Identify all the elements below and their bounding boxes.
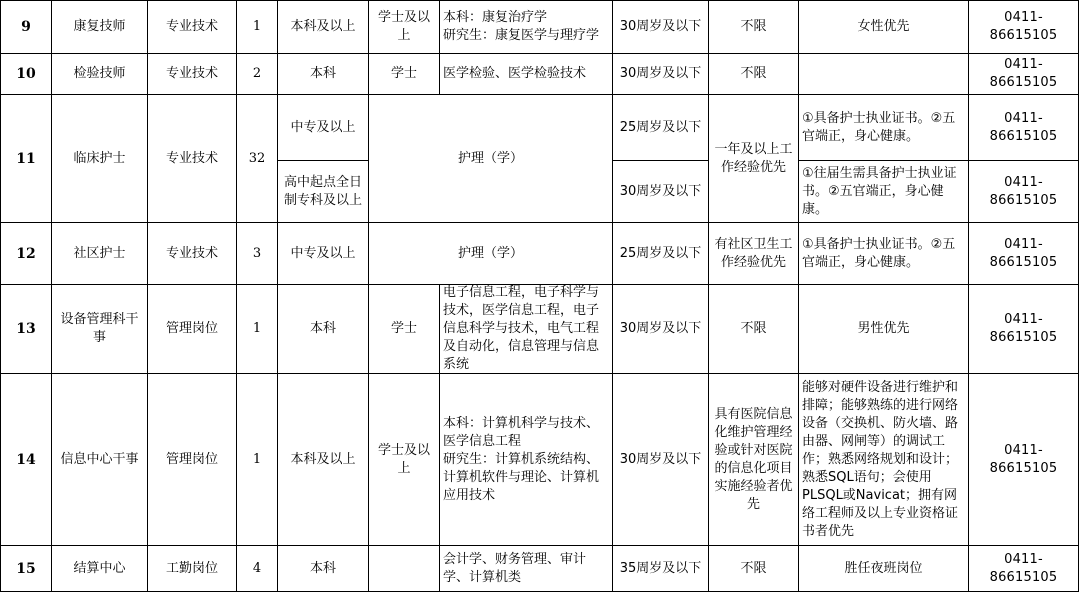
- education: 本科: [278, 546, 369, 592]
- position-category: 工勤岗位: [148, 546, 237, 592]
- age-limit: 35周岁及以下: [613, 546, 709, 592]
- other-requirements: ①具备护士执业证书。②五官端正，身心健康。: [799, 223, 969, 285]
- hire-count: 4: [237, 546, 278, 592]
- age-limit: 25周岁及以下: [613, 95, 709, 161]
- hire-count: 1: [237, 1, 278, 54]
- education: 本科及以上: [278, 1, 369, 54]
- experience: 不限: [709, 546, 799, 592]
- education: 本科: [278, 54, 369, 95]
- major: 护理（学）: [369, 95, 613, 223]
- other-requirements: ①往届生需具备护士执业证书。②五官端正，身心健康。: [799, 161, 969, 223]
- contact-phone: 0411-86615105: [969, 374, 1079, 546]
- major: 本科：计算机科学与技术、医学信息工程 研究生：计算机系统结构、计算机软件与理论、计算机应用技术: [440, 374, 613, 546]
- experience: 不限: [709, 54, 799, 95]
- row-number: 10: [1, 54, 52, 95]
- position-category: 专业技术: [148, 1, 237, 54]
- degree: 学士及以上: [369, 374, 440, 546]
- age-limit: 30周岁及以下: [613, 285, 709, 374]
- position-category: 专业技术: [148, 54, 237, 95]
- row-number: 15: [1, 546, 52, 592]
- row-number: 11: [1, 95, 52, 223]
- position-name: 设备管理科干事: [52, 285, 148, 374]
- hire-count: 1: [237, 285, 278, 374]
- age-limit: 30周岁及以下: [613, 374, 709, 546]
- contact-phone: 0411-86615105: [969, 54, 1079, 95]
- contact-phone: 0411-86615105: [969, 1, 1079, 54]
- education: 高中起点全日制专科及以上: [278, 161, 369, 223]
- other-requirements: 胜任夜班岗位: [799, 546, 969, 592]
- position-category: 管理岗位: [148, 285, 237, 374]
- contact-phone: 0411-86615105: [969, 285, 1079, 374]
- contact-phone: 0411-86615105: [969, 546, 1079, 592]
- other-requirements: 男性优先: [799, 285, 969, 374]
- other-requirements: 女性优先: [799, 1, 969, 54]
- experience: 不限: [709, 285, 799, 374]
- row-number: 9: [1, 1, 52, 54]
- contact-phone: 0411-86615105: [969, 161, 1079, 223]
- degree: 学士: [369, 54, 440, 95]
- age-limit: 30周岁及以下: [613, 1, 709, 54]
- degree: [369, 546, 440, 592]
- position-name: 检验技师: [52, 54, 148, 95]
- position-name: 信息中心干事: [52, 374, 148, 546]
- row-number: 13: [1, 285, 52, 374]
- hire-count: 3: [237, 223, 278, 285]
- contact-phone: 0411-86615105: [969, 95, 1079, 161]
- position-name: 康复技师: [52, 1, 148, 54]
- degree: 学士及以上: [369, 1, 440, 54]
- major: 电子信息工程，电子科学与技术，医学信息工程，电子信息科学与技术，电气工程及自动化，信息管理与信息系统: [440, 285, 613, 374]
- other-requirements: [799, 54, 969, 95]
- education: 本科及以上: [278, 374, 369, 546]
- education: 中专及以上: [278, 95, 369, 161]
- major: 医学检验、医学检验技术: [440, 54, 613, 95]
- age-limit: 25周岁及以下: [613, 223, 709, 285]
- major: 护理（学）: [369, 223, 613, 285]
- experience: 不限: [709, 1, 799, 54]
- position-name: 社区护士: [52, 223, 148, 285]
- position-category: 管理岗位: [148, 374, 237, 546]
- education: 中专及以上: [278, 223, 369, 285]
- position-category: 专业技术: [148, 223, 237, 285]
- age-limit: 30周岁及以下: [613, 161, 709, 223]
- degree: 学士: [369, 285, 440, 374]
- major: 会计学、财务管理、审计学、计算机类: [440, 546, 613, 592]
- position-category: 专业技术: [148, 95, 237, 223]
- row-number: 12: [1, 223, 52, 285]
- other-requirements: 能够对硬件设备进行维护和排障；能够熟练的进行网络设备（交换机、防火墙、路由器、网闸等）的调试工作；熟悉网络规划和设计；熟悉SQL语句；会使用PLSQL或Navicat；拥有网络工程师及以上专业资格证书者优先: [799, 374, 969, 546]
- hire-count: 1: [237, 374, 278, 546]
- hire-count: 32: [237, 95, 278, 223]
- experience: 具有医院信息化维护管理经验或针对医院的信息化项目实施经验者优先: [709, 374, 799, 546]
- position-name: 临床护士: [52, 95, 148, 223]
- major: 本科：康复治疗学 研究生：康复医学与理疗学: [440, 1, 613, 54]
- position-name: 结算中心: [52, 546, 148, 592]
- row-number: 14: [1, 374, 52, 546]
- experience: 有社区卫生工作经验优先: [709, 223, 799, 285]
- hire-count: 2: [237, 54, 278, 95]
- other-requirements: ①具备护士执业证书。②五官端正，身心健康。: [799, 95, 969, 161]
- experience: 一年及以上工作经验优先: [709, 95, 799, 223]
- contact-phone: 0411-86615105: [969, 223, 1079, 285]
- education: 本科: [278, 285, 369, 374]
- age-limit: 30周岁及以下: [613, 54, 709, 95]
